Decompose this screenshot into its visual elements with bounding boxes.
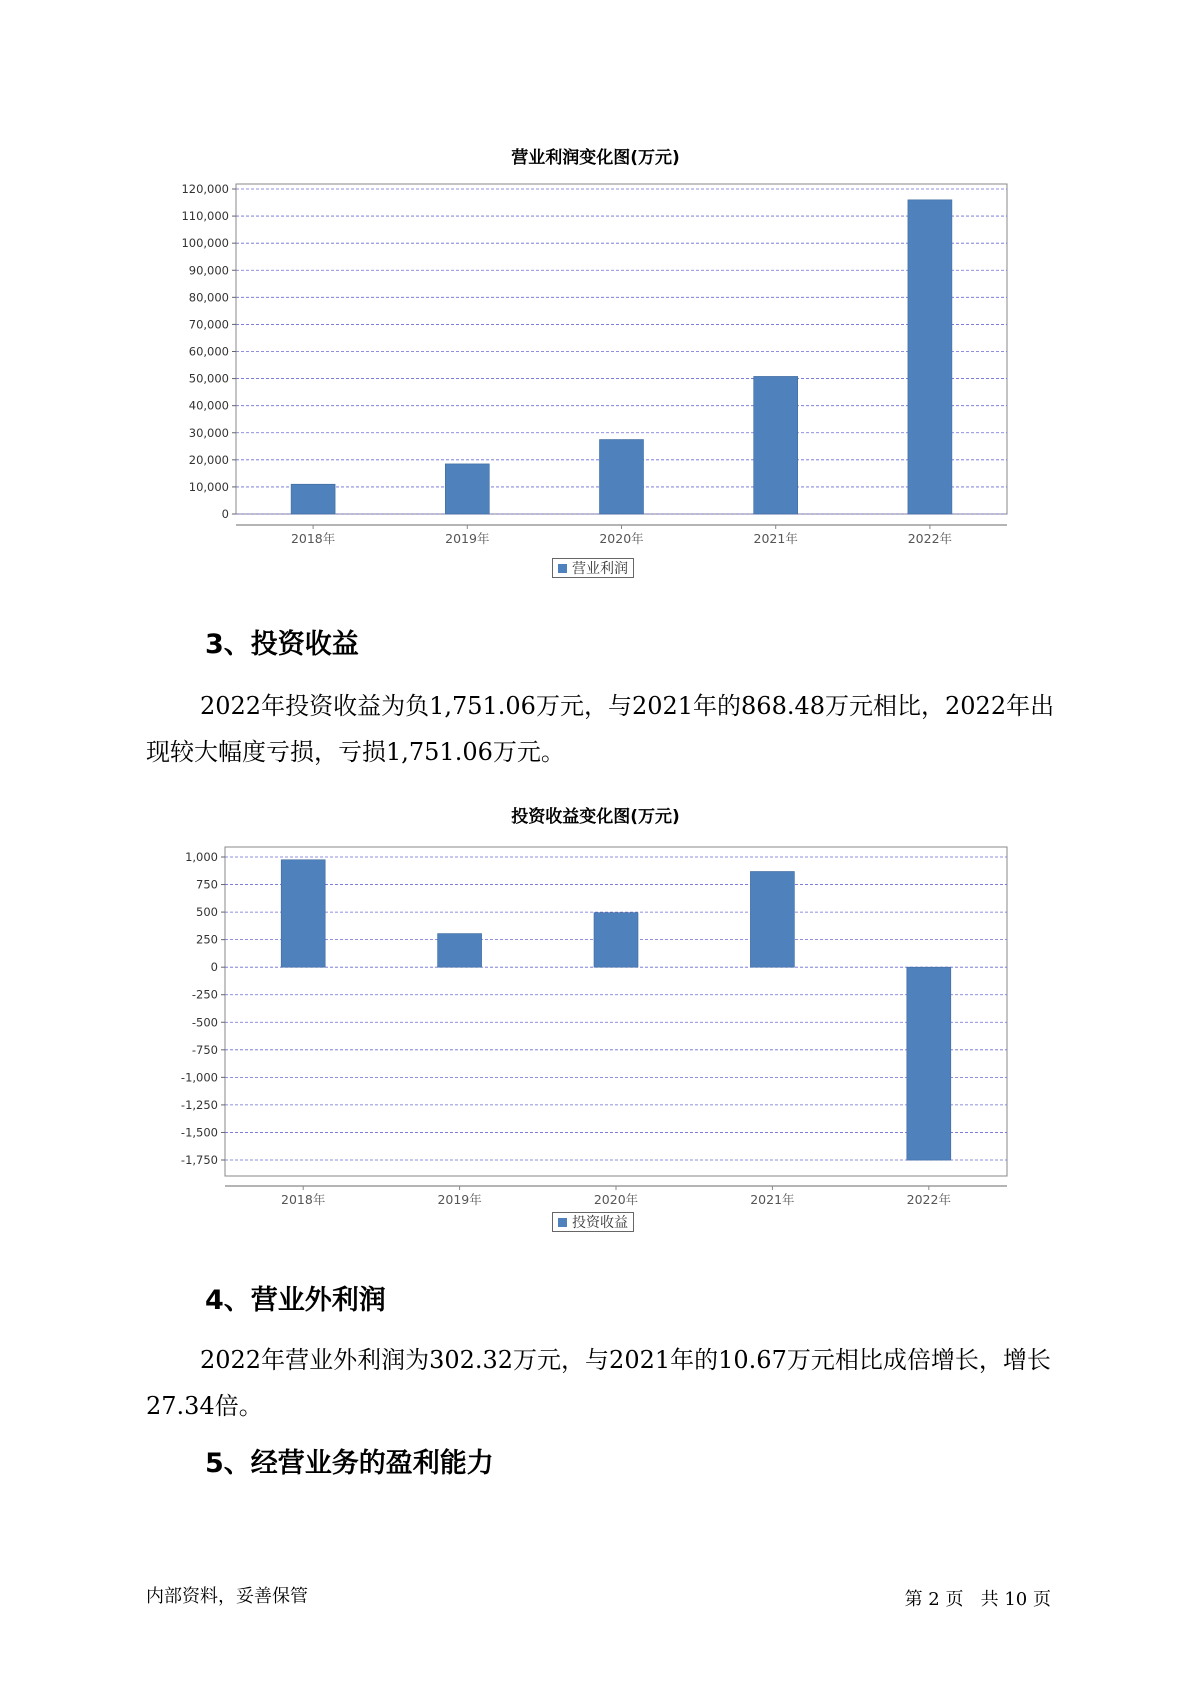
footer-page-number: 第 2 页 共 10 页 bbox=[904, 1589, 1051, 1610]
y-tick-label: -1,250 bbox=[180, 1097, 218, 1112]
section-4-heading: 4、营业外利润 bbox=[205, 1285, 386, 1316]
chart1-legend-label: 营业利润 bbox=[572, 561, 628, 577]
y-tick-label: 100,000 bbox=[181, 236, 229, 251]
y-tick-label: 90,000 bbox=[188, 263, 229, 278]
chart2-title: 投资收益变化图(万元) bbox=[511, 807, 680, 827]
legend-swatch bbox=[558, 1218, 567, 1227]
x-tick-label: 2020年 bbox=[599, 531, 644, 546]
y-tick-label: -750 bbox=[191, 1042, 218, 1057]
y-tick-label: -500 bbox=[191, 1015, 218, 1030]
section-4-paragraph: 2022年营业外利润为302.32万元，与2021年的10.67万元相比成倍增长，增长27.34倍。 bbox=[146, 1346, 1051, 1420]
y-tick-label: 0 bbox=[210, 960, 218, 975]
y-tick-label: 750 bbox=[196, 877, 218, 892]
bar-2018年 bbox=[281, 860, 325, 967]
bar-2020年 bbox=[594, 913, 638, 968]
y-tick-label: 10,000 bbox=[188, 479, 229, 494]
bar-2019年 bbox=[438, 934, 482, 968]
y-tick-label: 0 bbox=[221, 507, 229, 521]
x-tick-label: 2018年 bbox=[281, 1192, 326, 1207]
x-tick-label: 2019年 bbox=[445, 531, 490, 546]
x-tick-label: 2020年 bbox=[593, 1192, 639, 1207]
y-tick-label: 250 bbox=[196, 932, 218, 947]
x-tick-label: 2018年 bbox=[290, 531, 336, 546]
y-tick-label: 1,000 bbox=[185, 850, 218, 864]
y-tick-label: 120,000 bbox=[181, 182, 229, 196]
plot-frame bbox=[225, 847, 1007, 1176]
y-tick-label: 110,000 bbox=[181, 209, 229, 224]
y-tick-label: 20,000 bbox=[188, 452, 229, 467]
y-tick-label: 60,000 bbox=[188, 344, 229, 359]
y-tick-label: 500 bbox=[196, 905, 218, 920]
bar-2021年 bbox=[750, 871, 794, 967]
y-tick-label: 80,000 bbox=[188, 290, 229, 305]
y-tick-label: 40,000 bbox=[188, 398, 229, 413]
chart2-legend-label: 投资收益 bbox=[572, 1215, 628, 1231]
section-5-heading: 5、经营业务的盈利能力 bbox=[205, 1448, 494, 1479]
y-tick-label: 70,000 bbox=[188, 317, 229, 332]
chart1-title: 营业利润变化图(万元) bbox=[511, 148, 680, 168]
y-tick-label: -250 bbox=[191, 987, 218, 1002]
y-tick-label: -1,000 bbox=[180, 1070, 218, 1085]
y-tick-label: 30,000 bbox=[188, 425, 229, 440]
x-tick-label: 2022年 bbox=[906, 1192, 951, 1207]
x-tick-label: 2019年 bbox=[437, 1192, 482, 1207]
chart2-legend bbox=[552, 1212, 634, 1232]
footer-confidential-note: 内部资料，妥善保管 bbox=[146, 1586, 308, 1607]
section-3-paragraph: 2022年投资收益为负1,751.06万元，与2021年的868.48万元相比，2022年出现较大幅度亏损，亏损1,751.06万元。 bbox=[146, 692, 1055, 766]
y-tick-label: 50,000 bbox=[188, 371, 229, 386]
bar-2022年 bbox=[907, 967, 951, 1160]
x-tick-label: 2021年 bbox=[753, 531, 798, 546]
section-3-heading: 3、投资收益 bbox=[205, 629, 359, 660]
x-tick-label: 2022年 bbox=[907, 531, 953, 546]
x-tick-label: 2021年 bbox=[750, 1192, 795, 1207]
y-tick-label: -1,500 bbox=[180, 1125, 218, 1140]
y-tick-label: -1,750 bbox=[180, 1153, 218, 1167]
